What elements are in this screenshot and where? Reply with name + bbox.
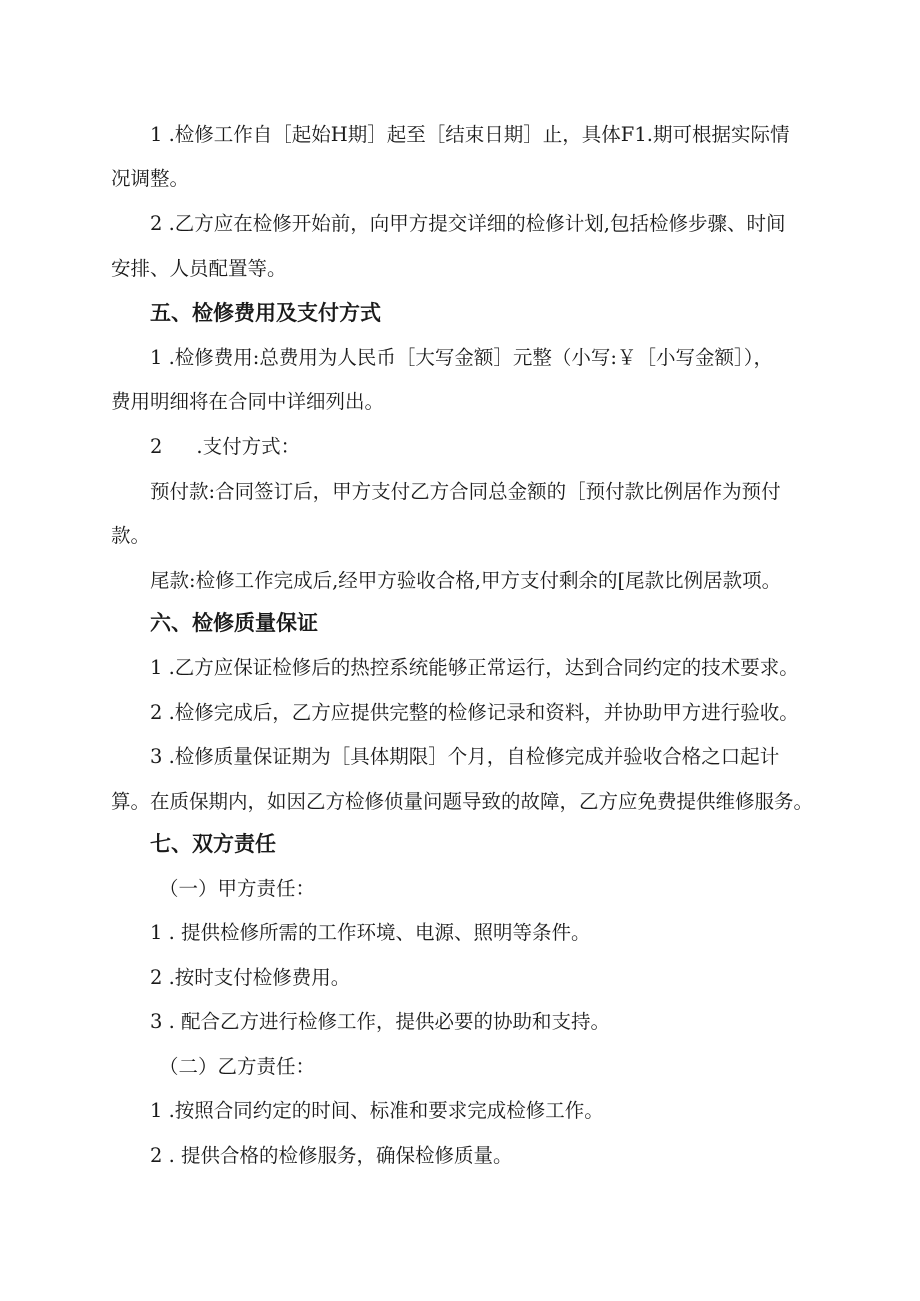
s7-partyB-heading: （二）乙方责任： [159,1055,316,1078]
s7-partyA-heading: （一）甲方责任： [159,877,316,900]
s5-item2 [150,435,300,459]
s5-item1-line1: 1 .检修费用:总费用为人民币［大写金额］元整（小写:￥［小写金额］）， [150,346,773,369]
s6-item3-line1: 3 .检修质量保证期为［具体期限］个月，自检修完成并验收合格之口起计 [150,745,780,768]
s6-item1: 1 .乙方应保证检修后的热控系统能够正常运行，达到合同约定的技术要求。 [150,656,799,679]
section6-heading: 六、检修质量保证 [150,611,318,635]
s4-item2-line1: 2 .乙方应在检修开始前，向甲方提交详细的检修计划,包括检修步骤、时间 [150,212,786,235]
s5-item2-text: .支付方式： [196,435,301,458]
s4-item1-line2: 况调整。 [111,167,190,190]
s7-partyA-item: 1 . 提供检修所需的工作环境、电源、照明等条件。 [150,921,591,944]
s4-item1-line1: 1 .检修工作自［起始H期］起至［结束日期］止，具体F1.期可根据实际情 [150,123,790,146]
s5-prepay-line1: 预付款:合同签订后，甲方支付乙方合同总金额的［预付款比例居作为预付 [150,480,781,503]
s5-prepay-line2: 款。 [111,524,151,547]
s5-item1-line2: 费用明细将在合同中详细列出。 [111,390,385,413]
s7-partyA-item: 3 . 配合乙方进行检修工作，提供必要的协助和支持。 [150,1010,611,1033]
s7-partyA-item: 2 .按时支付检修费用。 [150,966,351,989]
s5-item2-number: 2 [150,435,163,458]
section5-heading: 五、检修费用及支付方式 [150,301,381,325]
s7-partyB-item: 1 .按照合同约定的时间、标准和要求完成检修工作。 [150,1099,604,1122]
s4-item2-line2: 安排、人员配置等。 [111,257,287,280]
s6-item3-line2: 算。在质保期内，如因乙方检修侦量问题导致的故障，乙方应免费提供维修服务。 [111,790,814,813]
s7-partyB-item: 2 . 提供合格的检修服务，确保检修质量。 [150,1144,513,1167]
s6-item2: 2 .检修完成后，乙方应提供完整的检修记录和资料，并协助甲方进行验收。 [150,701,799,724]
section7-heading: 七、双方责任 [150,832,276,856]
s5-final-payment: 尾款:检修工作完成后,经甲方验收合格,甲方支付剩余的[尾款比例居款项。 [150,569,782,592]
